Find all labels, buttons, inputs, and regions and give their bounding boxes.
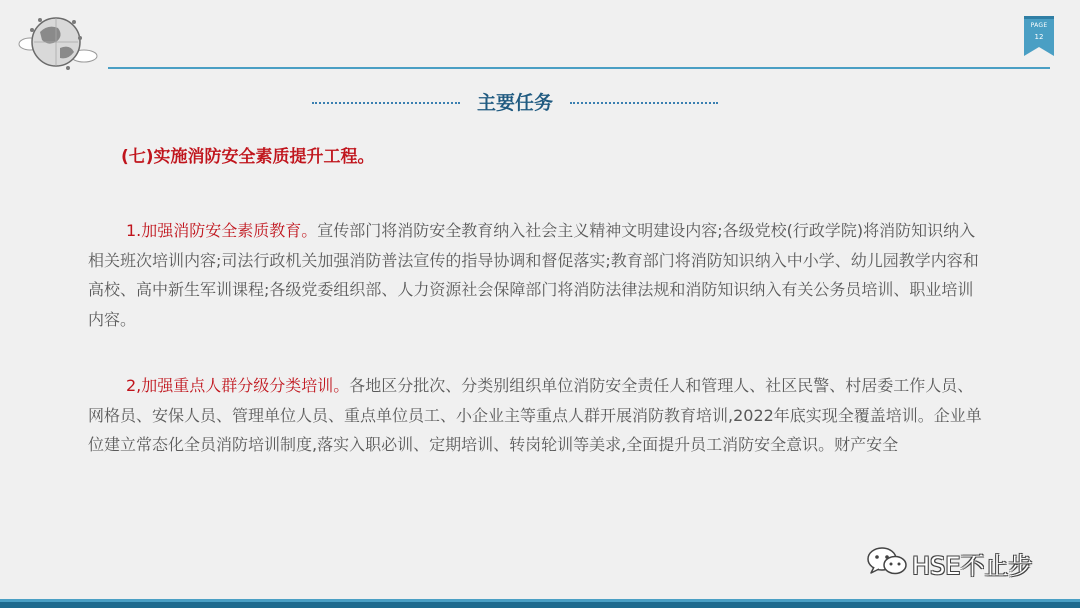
page-badge (1024, 16, 1054, 56)
header-rule (108, 67, 1050, 69)
paragraph-2 (88, 371, 988, 460)
wechat-icon (866, 546, 908, 576)
paragraph-2-lead: 2,加强重点人群分级分类培训。 (126, 376, 350, 395)
footer-bar (0, 602, 1080, 608)
page-number: 12 (1034, 33, 1044, 41)
dotted-divider-left (312, 102, 460, 104)
paragraph-1-lead: 1.加强消防安全素质教育。 (126, 221, 318, 240)
paragraph-1-body: 宣传部门将消防安全教育纳入社会主义精神文明建设内容;各级党校(行政学院)将消防知识纳入相关班次培训内容;司法行政机关加强消防普法宣传的指导协调和督促落实;教育部门将消防知识纳入中小学、幼儿园教学内容和高校、高中新生军训课程;各级党委组织部、人力资源社会保障部门将消防法律法规和消防知识纳入有关公务员培训、职业培训内容。 (88, 221, 979, 329)
section-heading (312, 86, 718, 118)
globe-logo-icon (10, 8, 100, 74)
watermark-text: HSE不止步 (912, 552, 1033, 580)
task-subtitle: (七)实施消防安全素质提升工程。 (121, 147, 375, 167)
paragraph-1 (88, 216, 988, 334)
dotted-divider-right (570, 102, 718, 104)
watermark (866, 544, 1052, 578)
paragraph-2-body: 各地区分批次、分类别组织单位消防安全责任人和管理人、社区民警、村居委工作人员、网格员、安保人员、管理单位人员、重点单位员工、小企业主等重点人群开展消防教育培训,2022年底实现全覆盖培训。企业单位建立常态化全员消防培训制度,落实入职必训、定期培训、转岗轮训等美求,全面提升员工消防安全意识。财产安全 (88, 376, 982, 454)
page-badge-label: PAGE (1030, 22, 1048, 29)
section-title: 主要任务 (476, 92, 553, 114)
